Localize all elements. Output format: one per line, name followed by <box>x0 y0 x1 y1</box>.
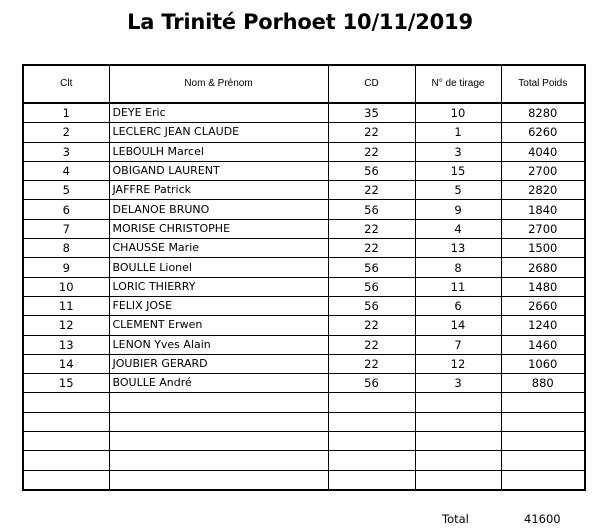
cell-clt: 15 <box>23 374 109 393</box>
table-row <box>23 142 585 161</box>
table-row <box>23 354 585 373</box>
cell-nom <box>109 432 328 451</box>
cell-tirage: 3 <box>415 142 501 161</box>
table-row <box>23 374 585 393</box>
cell-nom: LEBOULH Marcel <box>109 142 328 161</box>
cell-cd: 22 <box>328 142 415 161</box>
cell-tirage: 10 <box>415 103 501 123</box>
total-value: 41600 <box>524 512 561 526</box>
table-row <box>23 316 585 335</box>
cell-cd: 56 <box>328 296 415 315</box>
cell-nom: BOULLE Lionel <box>109 258 328 277</box>
cell-nom: MORISE CHRISTOPHE <box>109 219 328 238</box>
cell-tirage: 1 <box>415 123 501 142</box>
table-row <box>23 123 585 142</box>
cell-clt <box>23 470 109 490</box>
table-body <box>23 103 585 490</box>
cell-clt: 10 <box>23 277 109 296</box>
cell-cd: 56 <box>328 374 415 393</box>
table-row <box>23 161 585 180</box>
cell-nom: LENON Yves Alain <box>109 335 328 354</box>
table-row <box>23 451 585 470</box>
cell-tirage: 8 <box>415 258 501 277</box>
cell-clt: 8 <box>23 239 109 258</box>
table-header <box>23 65 585 103</box>
cell-cd <box>328 470 415 490</box>
cell-clt: 3 <box>23 142 109 161</box>
cell-tirage <box>415 393 501 412</box>
cell-tirage: 5 <box>415 181 501 200</box>
cell-clt: 5 <box>23 181 109 200</box>
cell-cd: 22 <box>328 335 415 354</box>
header-row <box>23 65 585 103</box>
cell-tirage: 3 <box>415 374 501 393</box>
cell-nom: FELIX JOSE <box>109 296 328 315</box>
cell-cd: 56 <box>328 258 415 277</box>
cell-cd <box>328 432 415 451</box>
cell-clt: 9 <box>23 258 109 277</box>
results-table <box>22 64 586 491</box>
cell-clt <box>23 432 109 451</box>
cell-nom <box>109 470 328 490</box>
table-row <box>23 335 585 354</box>
cell-poids: 1460 <box>501 335 585 354</box>
cell-clt: 11 <box>23 296 109 315</box>
table-row <box>23 432 585 451</box>
cell-clt: 6 <box>23 200 109 219</box>
header-nom: Nom & Prénom <box>109 65 328 103</box>
cell-tirage: 11 <box>415 277 501 296</box>
cell-poids: 2820 <box>501 181 585 200</box>
cell-poids <box>501 393 585 412</box>
cell-clt: 2 <box>23 123 109 142</box>
cell-tirage: 12 <box>415 354 501 373</box>
table-row <box>23 219 585 238</box>
cell-clt: 4 <box>23 161 109 180</box>
cell-poids: 1840 <box>501 200 585 219</box>
cell-nom: JAFFRE Patrick <box>109 181 328 200</box>
cell-nom <box>109 451 328 470</box>
cell-cd: 56 <box>328 161 415 180</box>
cell-poids <box>501 470 585 490</box>
cell-nom: CHAUSSE Marie <box>109 239 328 258</box>
cell-clt <box>23 393 109 412</box>
cell-poids: 2700 <box>501 219 585 238</box>
table-row <box>23 258 585 277</box>
table-row <box>23 277 585 296</box>
cell-cd: 35 <box>328 103 415 123</box>
cell-poids <box>501 412 585 431</box>
cell-tirage: 14 <box>415 316 501 335</box>
table-row <box>23 103 585 123</box>
cell-nom: LECLERC JEAN CLAUDE <box>109 123 328 142</box>
cell-clt: 13 <box>23 335 109 354</box>
cell-poids: 2660 <box>501 296 585 315</box>
cell-nom: DELANOE BRUNO <box>109 200 328 219</box>
cell-nom: DEYE Eric <box>109 103 328 123</box>
cell-poids: 1500 <box>501 239 585 258</box>
cell-cd: 22 <box>328 354 415 373</box>
cell-cd: 22 <box>328 316 415 335</box>
cell-clt <box>23 451 109 470</box>
cell-nom: BOULLE André <box>109 374 328 393</box>
table-row <box>23 200 585 219</box>
cell-poids <box>501 451 585 470</box>
cell-nom: JOUBIER GERARD <box>109 354 328 373</box>
cell-tirage <box>415 470 501 490</box>
cell-poids: 6260 <box>501 123 585 142</box>
cell-clt: 7 <box>23 219 109 238</box>
cell-clt: 1 <box>23 103 109 123</box>
table-row <box>23 296 585 315</box>
cell-nom: LORIC THIERRY <box>109 277 328 296</box>
cell-nom <box>109 412 328 431</box>
cell-clt <box>23 412 109 431</box>
header-clt: Clt <box>23 65 109 103</box>
cell-tirage: 9 <box>415 200 501 219</box>
cell-poids: 1240 <box>501 316 585 335</box>
cell-tirage: 13 <box>415 239 501 258</box>
cell-cd: 22 <box>328 181 415 200</box>
cell-clt: 14 <box>23 354 109 373</box>
cell-tirage: 15 <box>415 161 501 180</box>
cell-nom: OBIGAND LAURENT <box>109 161 328 180</box>
cell-poids: 8280 <box>501 103 585 123</box>
header-poids: Total Poids <box>501 65 585 103</box>
cell-poids: 1480 <box>501 277 585 296</box>
cell-poids: 880 <box>501 374 585 393</box>
table-row <box>23 393 585 412</box>
cell-nom: CLEMENT Erwen <box>109 316 328 335</box>
cell-cd: 56 <box>328 277 415 296</box>
table-row <box>23 239 585 258</box>
cell-tirage <box>415 451 501 470</box>
cell-poids: 2680 <box>501 258 585 277</box>
cell-poids: 4040 <box>501 142 585 161</box>
cell-clt: 12 <box>23 316 109 335</box>
table-row <box>23 181 585 200</box>
cell-nom <box>109 393 328 412</box>
cell-cd <box>328 412 415 431</box>
cell-cd <box>328 451 415 470</box>
cell-poids: 2700 <box>501 161 585 180</box>
cell-cd: 22 <box>328 123 415 142</box>
cell-tirage: 7 <box>415 335 501 354</box>
table-row <box>23 412 585 431</box>
total-label: Total <box>442 512 469 526</box>
cell-poids <box>501 432 585 451</box>
header-cd: CD <box>328 65 415 103</box>
cell-cd: 22 <box>328 239 415 258</box>
cell-tirage <box>415 432 501 451</box>
cell-tirage <box>415 412 501 431</box>
cell-cd <box>328 393 415 412</box>
cell-tirage: 6 <box>415 296 501 315</box>
page-title: La Trinité Porhoet 10/11/2019 <box>127 10 473 34</box>
cell-tirage: 4 <box>415 219 501 238</box>
cell-poids: 1060 <box>501 354 585 373</box>
table-row <box>23 470 585 490</box>
cell-cd: 56 <box>328 200 415 219</box>
cell-cd: 22 <box>328 219 415 238</box>
header-tirage: N° de tirage <box>415 65 501 103</box>
